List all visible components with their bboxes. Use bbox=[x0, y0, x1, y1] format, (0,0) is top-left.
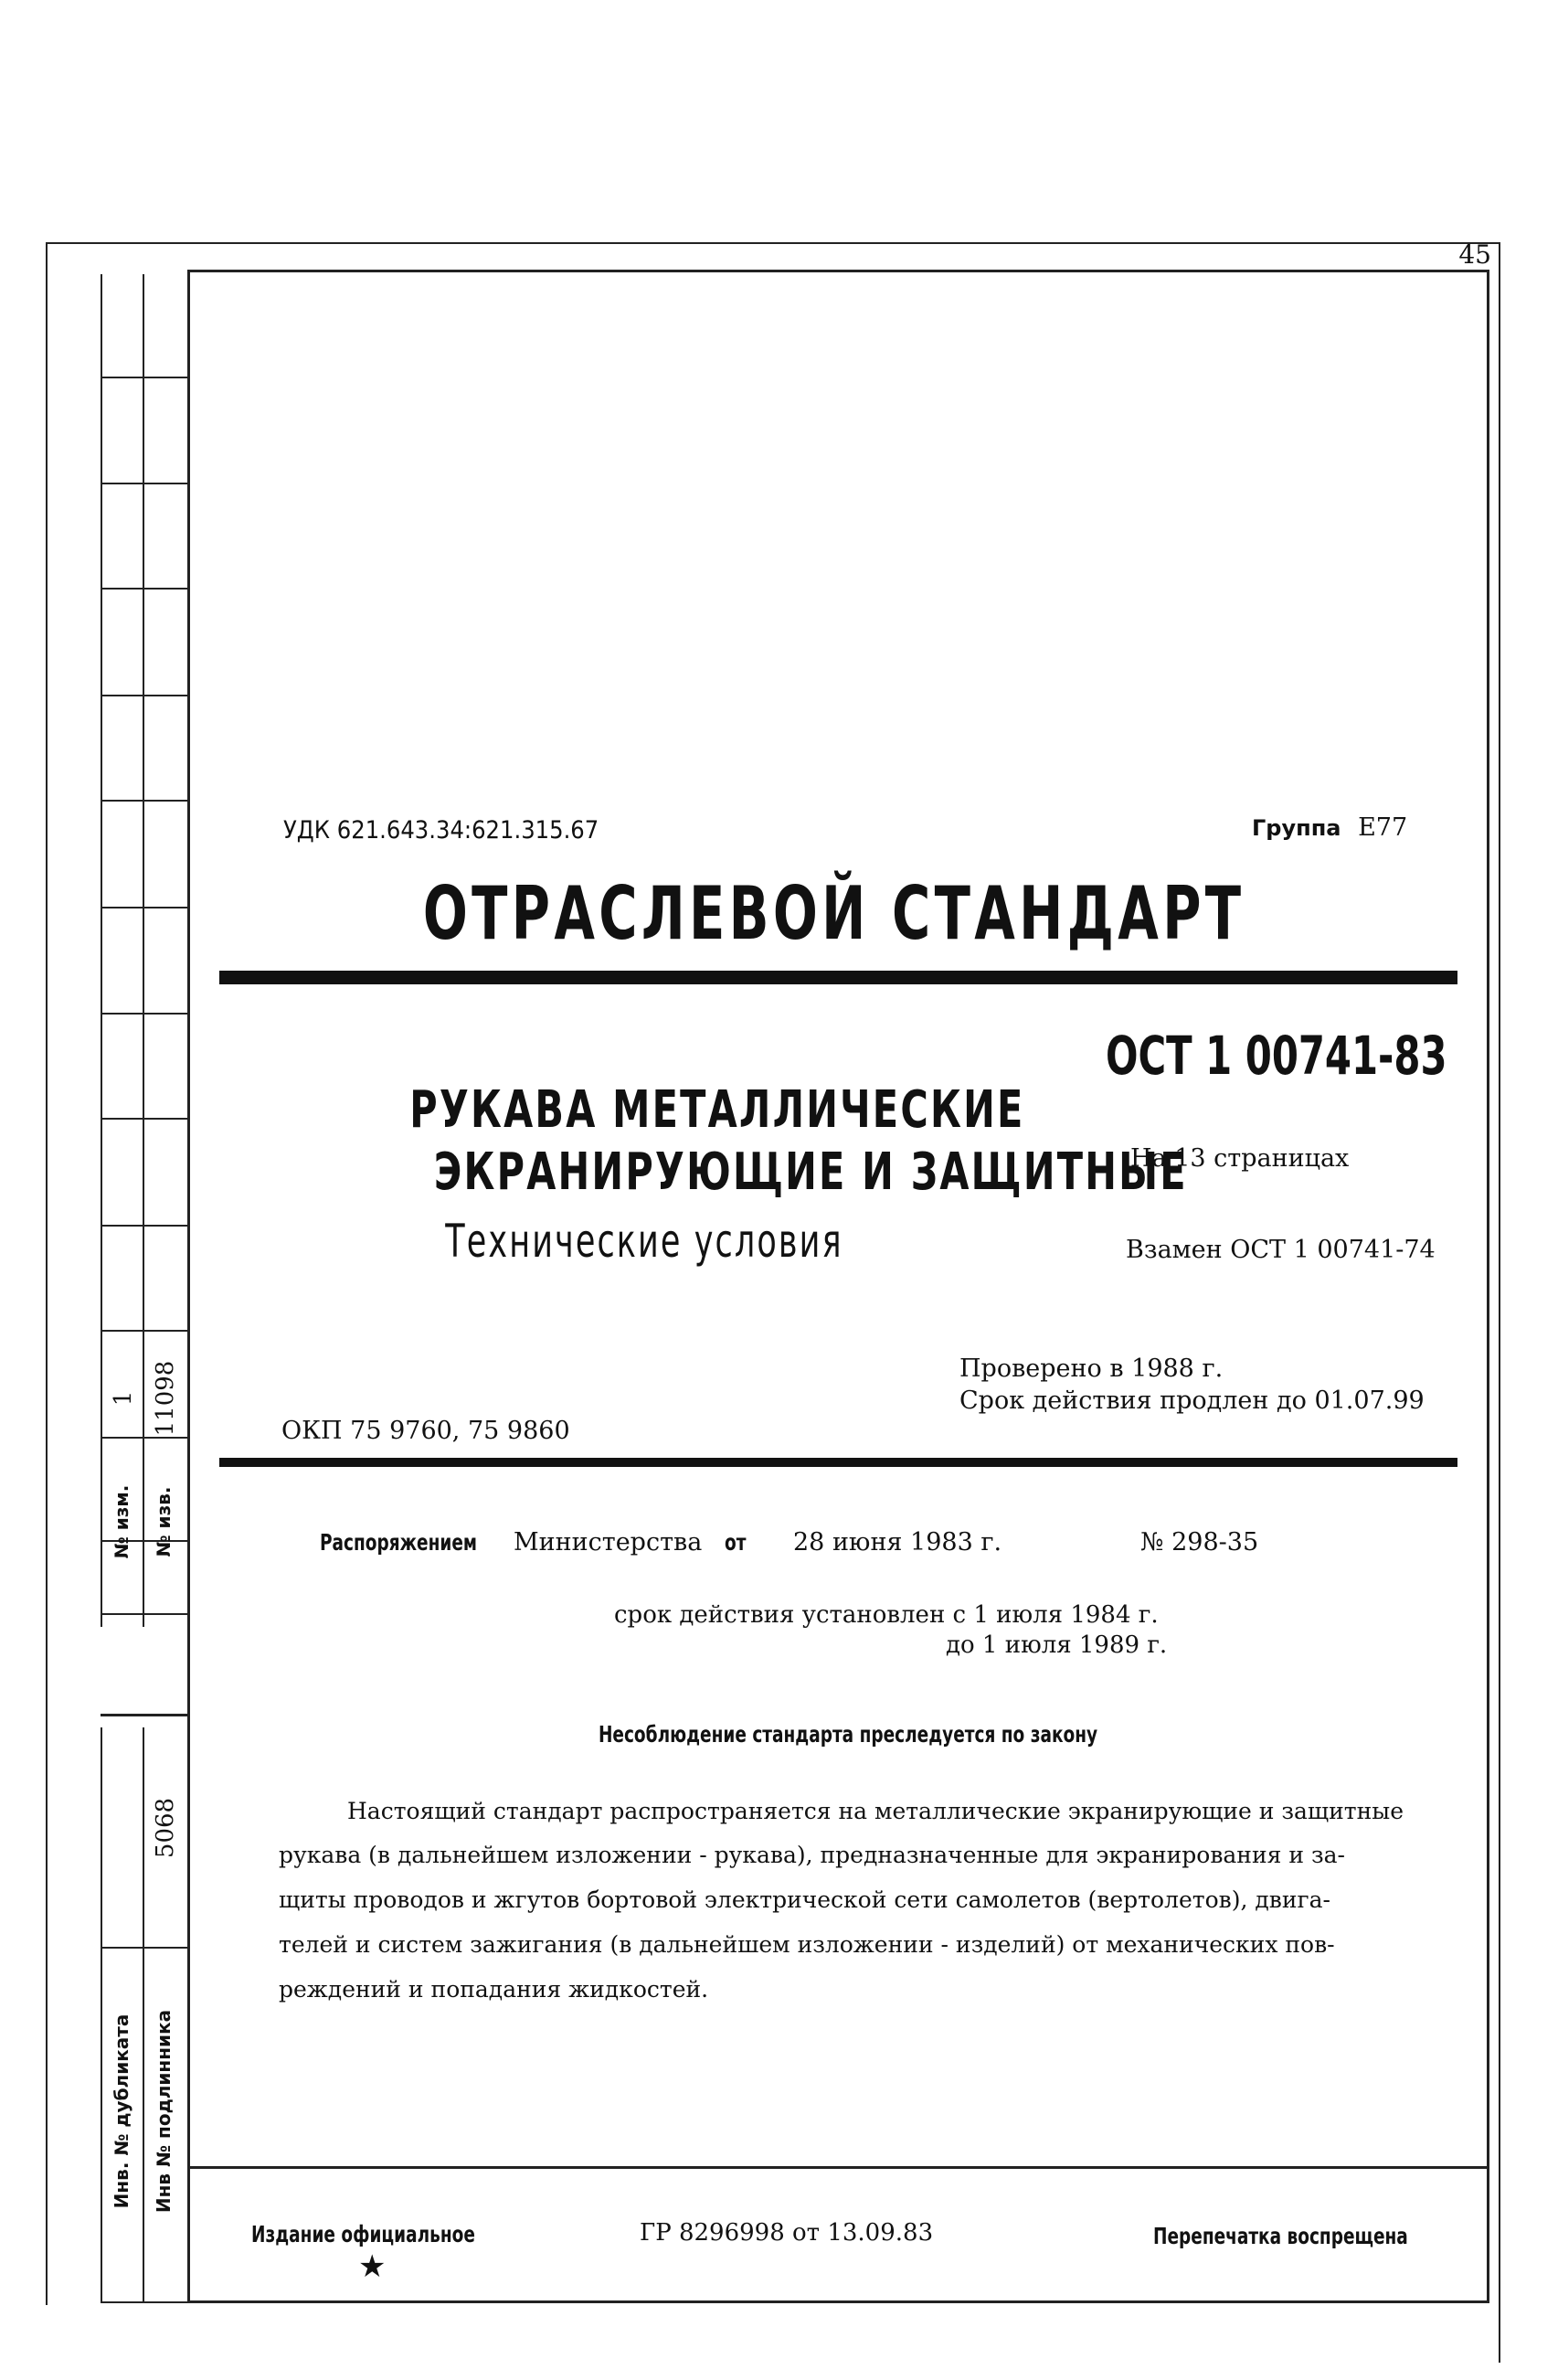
legal-warning: Несоблюдение стандарта преследуется по закону bbox=[598, 1721, 1097, 1748]
dup-inventory-label: Инв. № дубликата bbox=[111, 2013, 132, 2209]
body-line-4: телей и систем зажигания (в дальнейшем изложении - изделий) от механических пов- bbox=[279, 1931, 1335, 1958]
outer-frame-right bbox=[1499, 242, 1500, 2363]
order-ministry: Министерства bbox=[514, 1528, 703, 1557]
body-line-1: Настоящий стандарт распространяется на металлические экранирующие и защитные bbox=[347, 1798, 1404, 1824]
stamp-col-left-border bbox=[101, 274, 102, 2303]
udk: УДК 621.643.34:621.315.67 bbox=[283, 816, 599, 845]
footer-reprint: Перепечатка воспрещена bbox=[1153, 2223, 1408, 2249]
dup-inventory-value: 5068 bbox=[152, 1797, 179, 1859]
orig-inventory-value bbox=[110, 1769, 137, 1887]
group-label: Группа bbox=[1252, 815, 1341, 841]
body-line-2: рукава (в дальнейшем изложении - рукава), предназначенные для экранирования и за- bbox=[279, 1842, 1345, 1868]
checked-year: Проверено в 1988 г. bbox=[959, 1355, 1224, 1383]
group bbox=[1252, 813, 1407, 842]
header-rule bbox=[219, 971, 1457, 984]
orig-inventory-label: Инв № подлинника bbox=[153, 2009, 175, 2214]
okp-rule bbox=[219, 1458, 1457, 1467]
validity-to: до 1 июля 1989 г. bbox=[946, 1631, 1168, 1659]
designation: ОСТ 1 00741-83 bbox=[1106, 1025, 1447, 1087]
footer-rule bbox=[187, 2166, 1489, 2169]
stamp-col-divider bbox=[143, 274, 144, 2303]
notice-no-label: № изв. bbox=[153, 1486, 175, 1557]
validity-extended: Срок действия продлен до 01.07.99 bbox=[959, 1387, 1425, 1415]
page-number: 45 bbox=[1458, 239, 1491, 270]
title-line1: РУКАВА МЕТАЛЛИЧЕСКИЕ bbox=[409, 1080, 1025, 1140]
main-title: ОТРАСЛЕВОЙ СТАНДАРТ bbox=[422, 871, 1245, 956]
footer-registration: ГР 8296998 от 13.09.83 bbox=[640, 2219, 934, 2247]
validity-from: срок действия установлен с 1 июля 1984 г. bbox=[614, 1601, 1159, 1629]
footer-edition: Издание официальное bbox=[251, 2221, 475, 2247]
change-no-value: 1 bbox=[110, 1390, 137, 1407]
side-stamp bbox=[101, 274, 187, 2303]
body-line-3: щиты проводов и жгутов бортовой электрической сети самолетов (вертолетов), двига- bbox=[279, 1886, 1330, 1913]
group-code: Е77 bbox=[1358, 813, 1408, 842]
subtitle: Технические условия bbox=[445, 1215, 843, 1268]
order-from: от bbox=[725, 1529, 747, 1556]
change-no-label: № изм. bbox=[111, 1484, 132, 1559]
order-date: 28 июня 1983 г. bbox=[793, 1528, 1002, 1557]
body-line-5: реждений и попадания жидкостей. bbox=[279, 1976, 709, 2003]
title-line2: ЭКРАНИРУЮЩИЕ И ЗАЩИТНЫЕ bbox=[433, 1142, 1188, 1202]
replaces: Взамен ОСТ 1 00741-74 bbox=[1126, 1236, 1436, 1264]
page-number-box bbox=[1435, 239, 1497, 271]
okp-code: ОКП 75 9760, 75 9860 bbox=[281, 1417, 570, 1445]
star-icon: ★ bbox=[358, 2248, 387, 2285]
order-label: Распоряжением bbox=[320, 1529, 477, 1556]
notice-no-value: 11098 bbox=[152, 1360, 179, 1437]
pages-count: На 13 страницах bbox=[1130, 1144, 1350, 1173]
order-number: № 298-35 bbox=[1140, 1528, 1259, 1557]
